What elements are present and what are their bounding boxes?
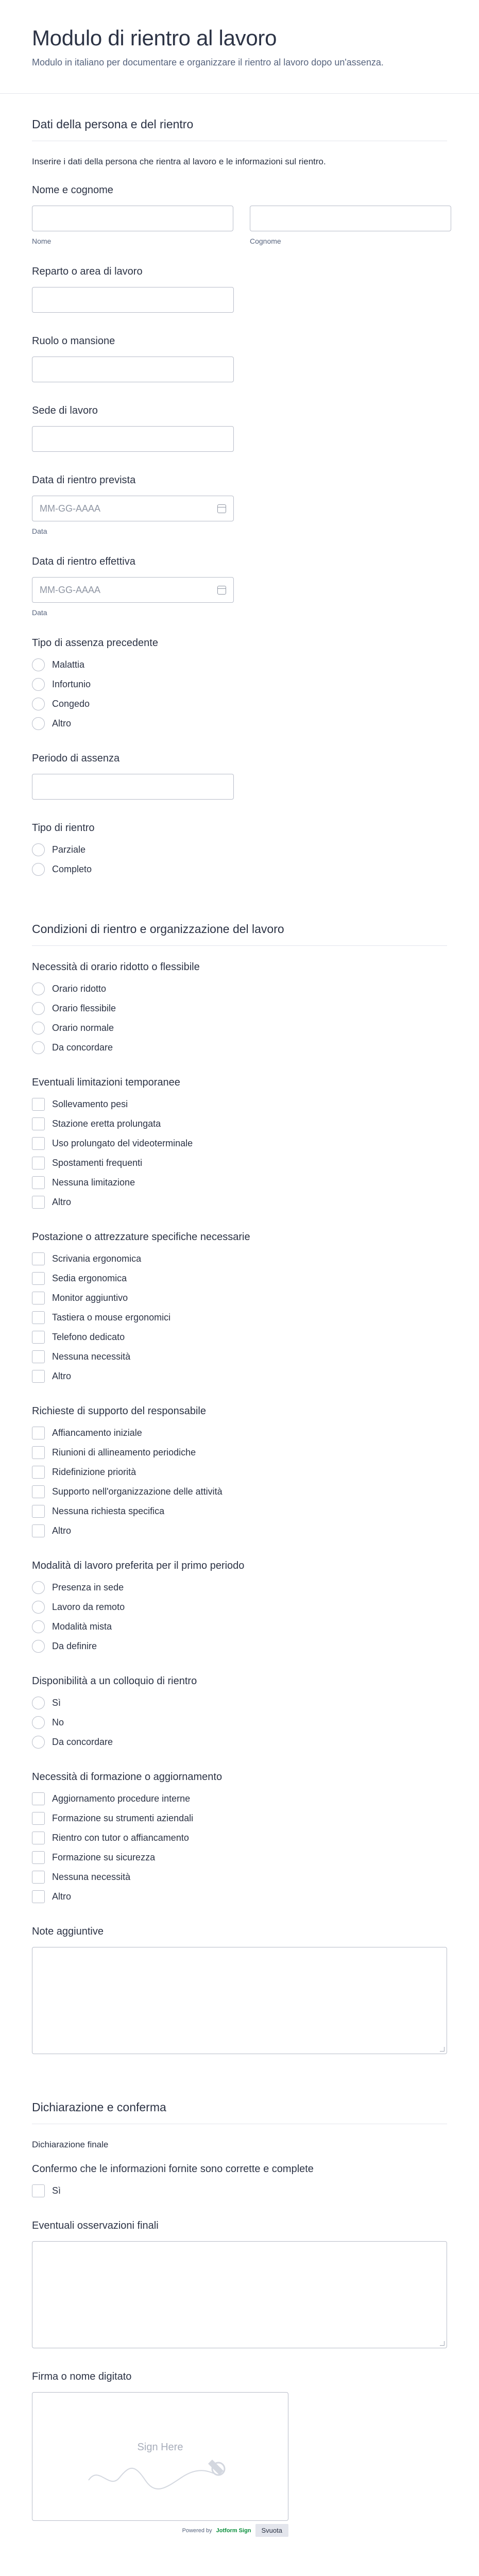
radio-option[interactable] [32,717,447,730]
checkbox-option[interactable] [32,1331,447,1344]
field-role [32,335,447,382]
option-label: Formazione su strumenti aziendali [52,1813,194,1824]
checkbox-option[interactable] [32,1524,447,1537]
field-limitations [32,1077,447,1209]
radio-option[interactable] [32,658,447,671]
first-name-sublabel: Nome [32,237,52,246]
radio-button[interactable] [32,698,45,710]
radio-option[interactable] [32,1601,447,1614]
field-absence-type [32,637,447,730]
section-title-declaration: Dichiarazione e conferma [32,2077,447,2124]
option-label: Spostamenti frequenti [52,1158,143,1168]
field-support [32,1405,447,1537]
radio-option[interactable] [32,698,447,710]
radio-option[interactable] [32,982,447,995]
checkbox-option[interactable] [32,1350,447,1363]
planned-date-placeholder: MM-GG-AAAA [40,503,101,514]
field-location [32,405,447,452]
absence-period-input[interactable] [32,774,234,800]
radio-button[interactable] [32,1620,45,1633]
checkbox[interactable] [32,1851,45,1864]
radio-button[interactable] [32,658,45,671]
checkbox[interactable] [32,1292,45,1304]
checkbox[interactable] [32,1524,45,1537]
department-input[interactable] [32,287,234,313]
checkbox[interactable] [32,1370,45,1383]
option-label: Aggiornamento procedure interne [52,1793,191,1804]
reduced-hours-options [32,982,447,1054]
limitations-label: Eventuali limitazioni temporanee [32,1077,180,1089]
radio-button[interactable] [32,717,45,730]
jotform-sign-brand: Jotform Sign [216,2527,251,2534]
equipment-options [32,1252,447,1383]
location-label: Sede di lavoro [32,405,98,417]
field-equipment [32,1231,447,1383]
radio-button[interactable] [32,1697,45,1709]
planned-date-sublabel: Data [32,527,47,536]
option-label: Tastiera o mouse ergonomici [52,1312,171,1323]
observations-label: Eventuali osservazioni finali [32,2220,159,2232]
declaration-statement: Dichiarazione finale [32,2140,109,2150]
option-label: Completo [52,864,92,875]
radio-option[interactable] [32,1002,447,1015]
radio-button[interactable] [32,863,45,876]
field-training [32,1771,447,1903]
radio-option[interactable] [32,1716,447,1729]
checkbox-option[interactable] [32,1466,447,1479]
option-label: Sedia ergonomica [52,1273,127,1284]
field-full-name [32,184,447,245]
powered-by-text: Powered by [182,2527,212,2534]
checkbox-option[interactable] [32,1485,447,1498]
signature-label: Firma o nome digitato [32,2371,132,2383]
option-label: Riunioni di allineamento periodiche [52,1447,196,1458]
radio-button[interactable] [32,1736,45,1749]
field-interview [32,1675,447,1749]
notes-label: Note aggiuntive [32,1926,104,1938]
checkbox[interactable] [32,1252,45,1265]
checkbox-option[interactable] [32,1851,447,1864]
work-mode-label: Modalità di lavoro preferita per il primo periodo [32,1560,245,1572]
option-label: Stazione eretta prolungata [52,1118,161,1129]
signature-footer [32,2524,288,2537]
checkbox[interactable] [32,1832,45,1844]
absence-type-label: Tipo di assenza precedente [32,637,158,649]
limitations-options [32,1098,447,1209]
field-absence-period [32,753,447,800]
option-label: Sì [52,1698,61,1708]
section-intro: Inserire i dati della persona che rientra al lavoro e le informazioni sul rientro. [32,157,326,167]
checkbox[interactable] [32,1505,45,1518]
section-title-persona: Dati della persona e del rientro [32,94,447,141]
equipment-label: Postazione o attrezzature specifiche necessarie [32,1231,250,1243]
checkbox[interactable] [32,1098,45,1111]
form-description: Modulo in italiano per documentare e organizzare il rientro al lavoro dopo un'assenza. [32,57,384,68]
option-label: Sollevamento pesi [52,1099,128,1110]
signature-pen-icon [83,2449,238,2496]
checkbox-option[interactable] [32,1098,447,1111]
absence-type-options [32,658,447,730]
field-notes [32,1926,447,2054]
option-label: Orario ridotto [52,984,107,994]
name-row [32,206,447,245]
first-name-col [32,206,233,245]
option-label: Nessuna necessità [52,1351,131,1362]
interview-options [32,1697,447,1749]
option-label: Infortunio [52,679,91,690]
radio-option[interactable] [32,1640,447,1653]
actual-date-placeholder: MM-GG-AAAA [40,584,101,595]
checkbox-option[interactable] [32,1137,447,1150]
option-label: Altro [52,1526,72,1536]
radio-button[interactable] [32,1716,45,1729]
checkbox[interactable] [32,1350,45,1363]
radio-button[interactable] [32,678,45,691]
planned-date-input[interactable] [32,496,234,521]
support-label: Richieste di supporto del responsabile [32,1405,206,1417]
field-planned-date [32,474,447,535]
checkbox-option[interactable] [32,1292,447,1304]
role-label: Ruolo o mansione [32,335,115,347]
last-name-input[interactable] [250,206,451,231]
field-reduced-hours [32,961,447,1054]
field-observations [32,2220,447,2348]
radio-button[interactable] [32,843,45,856]
option-label: Telefono dedicato [52,1332,125,1343]
support-options [32,1427,447,1537]
checkbox[interactable] [32,1871,45,1884]
radio-option[interactable] [32,843,447,856]
actual-date-input[interactable] [32,577,234,603]
planned-date-label: Data di rientro prevista [32,474,136,486]
department-label: Reparto o area di lavoro [32,266,143,278]
form-body [0,94,479,2537]
option-label: Supporto nell'organizzazione delle attività [52,1486,223,1497]
radio-option[interactable] [32,1736,447,1749]
checkbox[interactable] [32,1117,45,1130]
option-label: No [52,1717,64,1728]
location-input[interactable] [32,426,234,452]
checkbox-option[interactable] [32,2184,447,2197]
radio-option[interactable] [32,1022,447,1035]
radio-button[interactable] [32,1022,45,1035]
field-return-type [32,822,447,876]
option-label: Altro [52,718,72,729]
radio-option[interactable] [32,1620,447,1633]
field-work-mode [32,1560,447,1653]
option-label: Congedo [52,699,90,709]
option-label: Malattia [52,659,85,670]
checkbox[interactable] [32,1331,45,1344]
calendar-icon[interactable] [217,504,226,513]
work-mode-options [32,1581,447,1653]
option-label: Formazione su sicurezza [52,1852,156,1863]
option-label: Modalità mista [52,1621,112,1632]
option-label: Orario flessibile [52,1003,116,1014]
option-label: Monitor aggiuntivo [52,1293,128,1303]
checkbox-option[interactable] [32,1505,447,1518]
radio-option[interactable] [32,1041,447,1054]
option-label: Altro [52,1197,72,1208]
option-label: Da concordare [52,1737,113,1748]
notes-textarea[interactable] [32,1947,447,2054]
first-name-input[interactable] [32,206,233,231]
checkbox-option[interactable] [32,1272,447,1285]
checkbox[interactable] [32,1311,45,1324]
checkbox-option[interactable] [32,1252,447,1265]
checkbox[interactable] [32,1466,45,1479]
field-confirm [32,2163,447,2197]
radio-button[interactable] [32,982,45,995]
checkbox-option[interactable] [32,1792,447,1805]
checkbox[interactable] [32,2184,45,2197]
option-label: Ridefinizione priorità [52,1467,136,1478]
actual-date-label: Data di rientro effettiva [32,556,135,568]
section-title-conditions: Condizioni di rientro e organizzazione del lavoro [32,899,447,946]
training-options [32,1792,447,1903]
checkbox[interactable] [32,1890,45,1903]
option-label: Uso prolungato del videoterminale [52,1138,193,1149]
return-type-options [32,843,447,876]
option-label: Rientro con tutor o affiancamento [52,1833,189,1843]
checkbox[interactable] [32,1427,45,1439]
option-label: Nessuna richiesta specifica [52,1506,165,1517]
checkbox-option[interactable] [32,1157,447,1170]
option-label: Nessuna limitazione [52,1177,135,1188]
radio-button[interactable] [32,1581,45,1594]
option-label: Da definire [52,1641,97,1652]
confirm-label: Confermo che le informazioni fornite sono corrette e complete [32,2163,314,2175]
checkbox[interactable] [32,1176,45,1189]
checkbox-option[interactable] [32,1812,447,1825]
checkbox-option[interactable] [32,1890,447,1903]
checkbox-option[interactable] [32,1871,447,1884]
checkbox[interactable] [32,1196,45,1209]
radio-button[interactable] [32,1640,45,1653]
radio-option[interactable] [32,1581,447,1594]
checkbox[interactable] [32,1485,45,1498]
radio-option[interactable] [32,678,447,691]
checkbox-option[interactable] [32,1117,447,1130]
checkbox[interactable] [32,1446,45,1459]
checkbox[interactable] [32,1272,45,1285]
checkbox-option[interactable] [32,1176,447,1189]
checkbox-option[interactable] [32,1446,447,1459]
radio-button[interactable] [32,1601,45,1614]
form-header [0,0,479,94]
absence-period-label: Periodo di assenza [32,753,120,765]
field-actual-date [32,556,447,617]
option-label: Altro [52,1371,72,1382]
interview-label: Disponibilità a un colloquio di rientro [32,1675,197,1687]
reduced-hours-label: Necessità di orario ridotto o flessibile [32,961,200,973]
signature-pad[interactable] [32,2392,288,2521]
checkbox-option[interactable] [32,1311,447,1324]
option-label: Da concordare [52,1042,113,1053]
option-label: Orario normale [52,1023,114,1033]
last-name-col [250,206,451,245]
option-label: Scrivania ergonomica [52,1253,142,1264]
checkbox[interactable] [32,1792,45,1805]
checkbox[interactable] [32,1157,45,1170]
option-label: Presenza in sede [52,1582,124,1593]
signature-placeholder: Sign Here [137,2442,183,2453]
radio-button[interactable] [32,1041,45,1054]
checkbox-option[interactable] [32,1370,447,1383]
checkbox[interactable] [32,1137,45,1150]
calendar-icon[interactable] [217,586,226,595]
role-input[interactable] [32,357,234,382]
radio-button[interactable] [32,1002,45,1015]
option-label: Sì [52,2185,61,2196]
confirm-options [32,2184,447,2197]
full-name-label: Nome e cognome [32,184,113,196]
checkbox-option[interactable] [32,1427,447,1439]
checkbox[interactable] [32,1812,45,1825]
clear-signature-button[interactable]: Svuota [255,2524,288,2537]
option-label: Lavoro da remoto [52,1602,125,1613]
option-label: Parziale [52,844,86,855]
form-title: Modulo di rientro al lavoro [32,26,277,50]
option-label: Affiancamento iniziale [52,1428,142,1438]
field-signature [32,2371,447,2537]
option-label: Nessuna necessità [52,1872,131,1883]
radio-option[interactable] [32,863,447,876]
observations-textarea[interactable] [32,2241,447,2348]
last-name-sublabel: Cognome [250,237,281,246]
return-type-label: Tipo di rientro [32,822,95,834]
field-department [32,266,447,313]
actual-date-sublabel: Data [32,608,47,617]
checkbox-option[interactable] [32,1196,447,1209]
checkbox-option[interactable] [32,1832,447,1844]
training-label: Necessità di formazione o aggiornamento [32,1771,223,1783]
option-label: Altro [52,1891,72,1902]
radio-option[interactable] [32,1697,447,1709]
